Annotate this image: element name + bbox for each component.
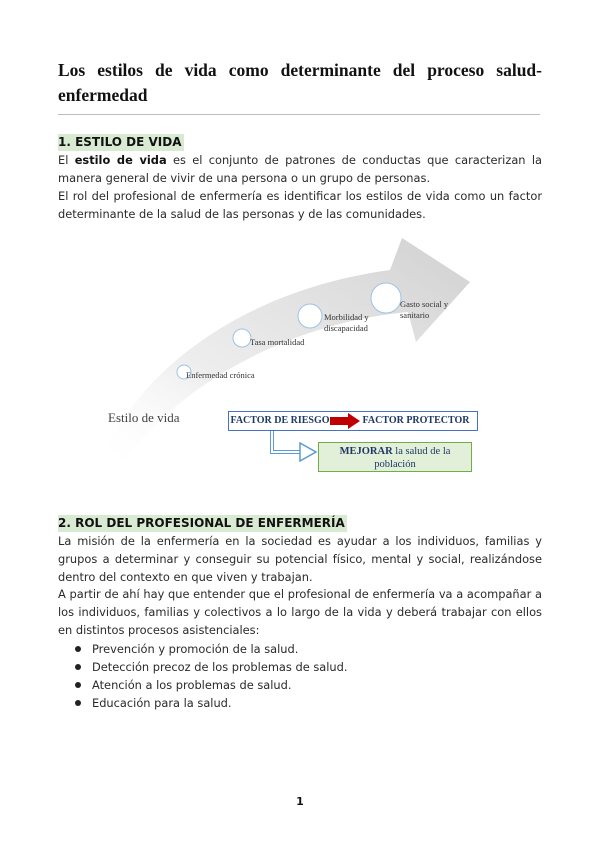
- paragraph-estilo-definition: [58, 151, 542, 187]
- page-number: 1: [296, 795, 304, 808]
- definition-rest: es el conjunto de patrones de conductas que caracterizan la manera general de vivir de una persona o un grupo de personas.: [58, 153, 542, 185]
- list-item: [58, 658, 542, 676]
- connector-arrow-inner: [272, 430, 302, 452]
- list-item: [58, 640, 542, 658]
- list-item-text: Detección precoz de los problemas de salud.: [92, 660, 348, 674]
- step-circle-2: [233, 329, 251, 347]
- list-item-text: Prevención y promoción de la salud.: [92, 642, 299, 656]
- curved-arrow-shape: [100, 238, 470, 468]
- improve-bold: MEJORAR: [339, 446, 393, 457]
- paragraph-estilo-role: El rol del profesional de enfermería es identificar los estilos de vida como un factor determinante de la salud de las personas y de las comunidades.: [58, 189, 542, 221]
- lifestyle-diagram: [90, 232, 510, 482]
- label-enfermedad-cronica: Enfermedad crónica: [186, 370, 255, 380]
- bullet-dot-icon: [75, 664, 81, 670]
- factor-protector-label: FACTOR PROTECTOR: [362, 415, 470, 426]
- label-tasa-mortalidad: Tasa mortalidad: [250, 337, 305, 347]
- connector-arrow: [272, 430, 302, 452]
- section-heading-rol-profesional: 2. ROL DEL PROFESIONAL DE ENFERMERÍA: [58, 516, 345, 530]
- factor-riesgo-label: FACTOR DE RIESGO: [230, 415, 330, 426]
- label-estilo-de-vida: Estilo de vida: [108, 410, 180, 425]
- title-divider: [58, 114, 540, 115]
- paragraph-rol-acompanar: A partir de ahí hay que entender que el profesional de enfermería va a acompañar a los individuos, familias y colectivos a lo largo de la vida y deberá trabajar con ellos en distintos procesos asistenciales:: [58, 587, 542, 637]
- bullet-dot-icon: [75, 646, 81, 652]
- definition-term: estilo de vida: [74, 153, 167, 167]
- label-morbilidad: Morbilidad y discapacidad: [324, 312, 369, 333]
- red-arrow-icon: [330, 413, 360, 429]
- section-heading-estilo-de-vida: 1. ESTILO DE VIDA: [58, 135, 182, 149]
- bullet-dot-icon: [75, 682, 81, 688]
- list-item-text: Atención a los problemas de salud.: [92, 678, 292, 692]
- care-processes-list: [58, 640, 542, 712]
- improve-rest: la salud de la población: [374, 446, 451, 470]
- list-item: [58, 694, 542, 712]
- list-item-text: Educación para la salud.: [92, 696, 232, 710]
- page-title: Los estilos de vida como determinante del proceso salud-enfermedad: [58, 60, 542, 105]
- step-circle-3: [298, 304, 322, 328]
- connector-arrowhead: [300, 443, 316, 461]
- definition-intro: El: [58, 153, 75, 167]
- label-gasto-social: Gasto social y sanitario: [400, 299, 449, 320]
- improve-health-box: [318, 442, 472, 472]
- list-item: [58, 676, 542, 694]
- bullet-dot-icon: [75, 700, 81, 706]
- paragraph-rol-mision: La misión de la enfermería en la sociedad es ayudar a los individuos, familias y grupos a determinar y conseguir su potencial físico, mental y social, realizándose dentro del contexto en que viven y trabajan.: [58, 534, 542, 584]
- step-circle-4: [371, 283, 401, 313]
